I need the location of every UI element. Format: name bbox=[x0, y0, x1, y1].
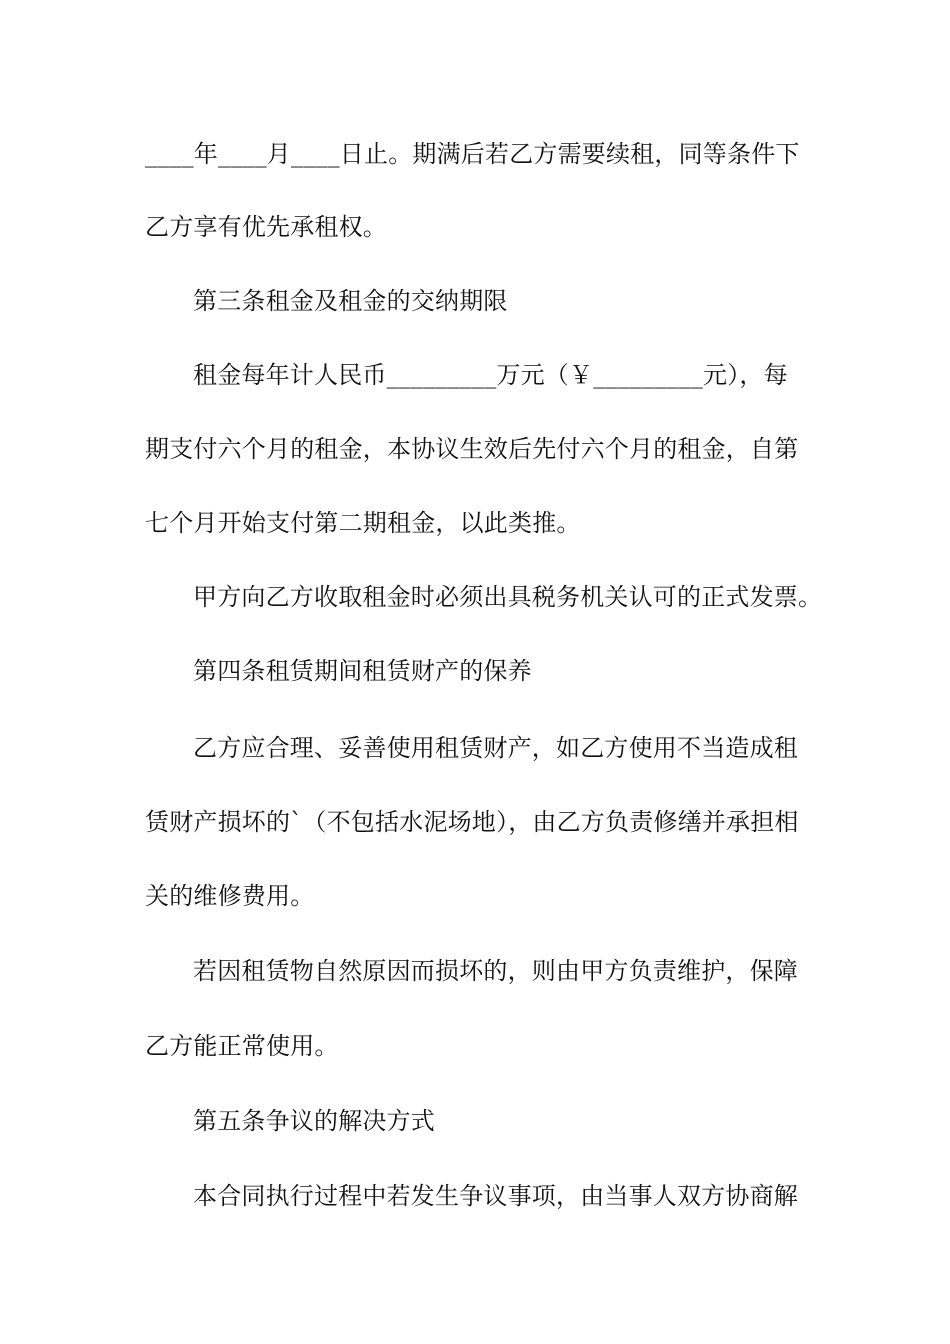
article-4-heading: 第四条租赁期间租赁财产的保养 bbox=[193, 657, 532, 685]
paragraph-line-payment-period: 期支付六个月的租金，本协议生效后先付六个月的租金，自第 bbox=[145, 435, 799, 463]
paragraph-line-repair-costs: 关的维修费用。 bbox=[145, 882, 315, 910]
paragraph-line-priority-right: 乙方享有优先承租权。 bbox=[145, 213, 387, 241]
paragraph-line-natural-damage: 若因租赁物自然原因而损坏的，则由甲方负责维护，保障 bbox=[193, 957, 798, 985]
article-5-heading: 第五条争议的解决方式 bbox=[193, 1107, 435, 1135]
paragraph-line-lease-end-date: ____年____月____日止。期满后若乙方需要续租，同等条件下 bbox=[145, 140, 800, 168]
paragraph-line-normal-use: 乙方能正常使用。 bbox=[145, 1032, 339, 1060]
paragraph-line-annual-rent: 租金每年计人民币_________万元（￥_________元），每 bbox=[193, 361, 788, 389]
paragraph-line-second-payment: 七个月开始支付第二期租金，以此类推。 bbox=[145, 509, 581, 537]
article-3-heading: 第三条租金及租金的交纳期限 bbox=[193, 287, 508, 315]
paragraph-line-dispute-resolution: 本合同执行过程中若发生争议事项，由当事人双方协商解 bbox=[193, 1182, 798, 1210]
paragraph-line-proper-use: 乙方应合理、妥善使用租赁财产，如乙方使用不当造成租 bbox=[193, 734, 798, 762]
paragraph-line-damage-repair: 赁财产损坏的`（不包括水泥场地），由乙方负责修缮并承担相 bbox=[145, 808, 799, 836]
paragraph-line-invoice: 甲方向乙方收取租金时必须出具税务机关认可的正式发票。 bbox=[193, 583, 823, 611]
